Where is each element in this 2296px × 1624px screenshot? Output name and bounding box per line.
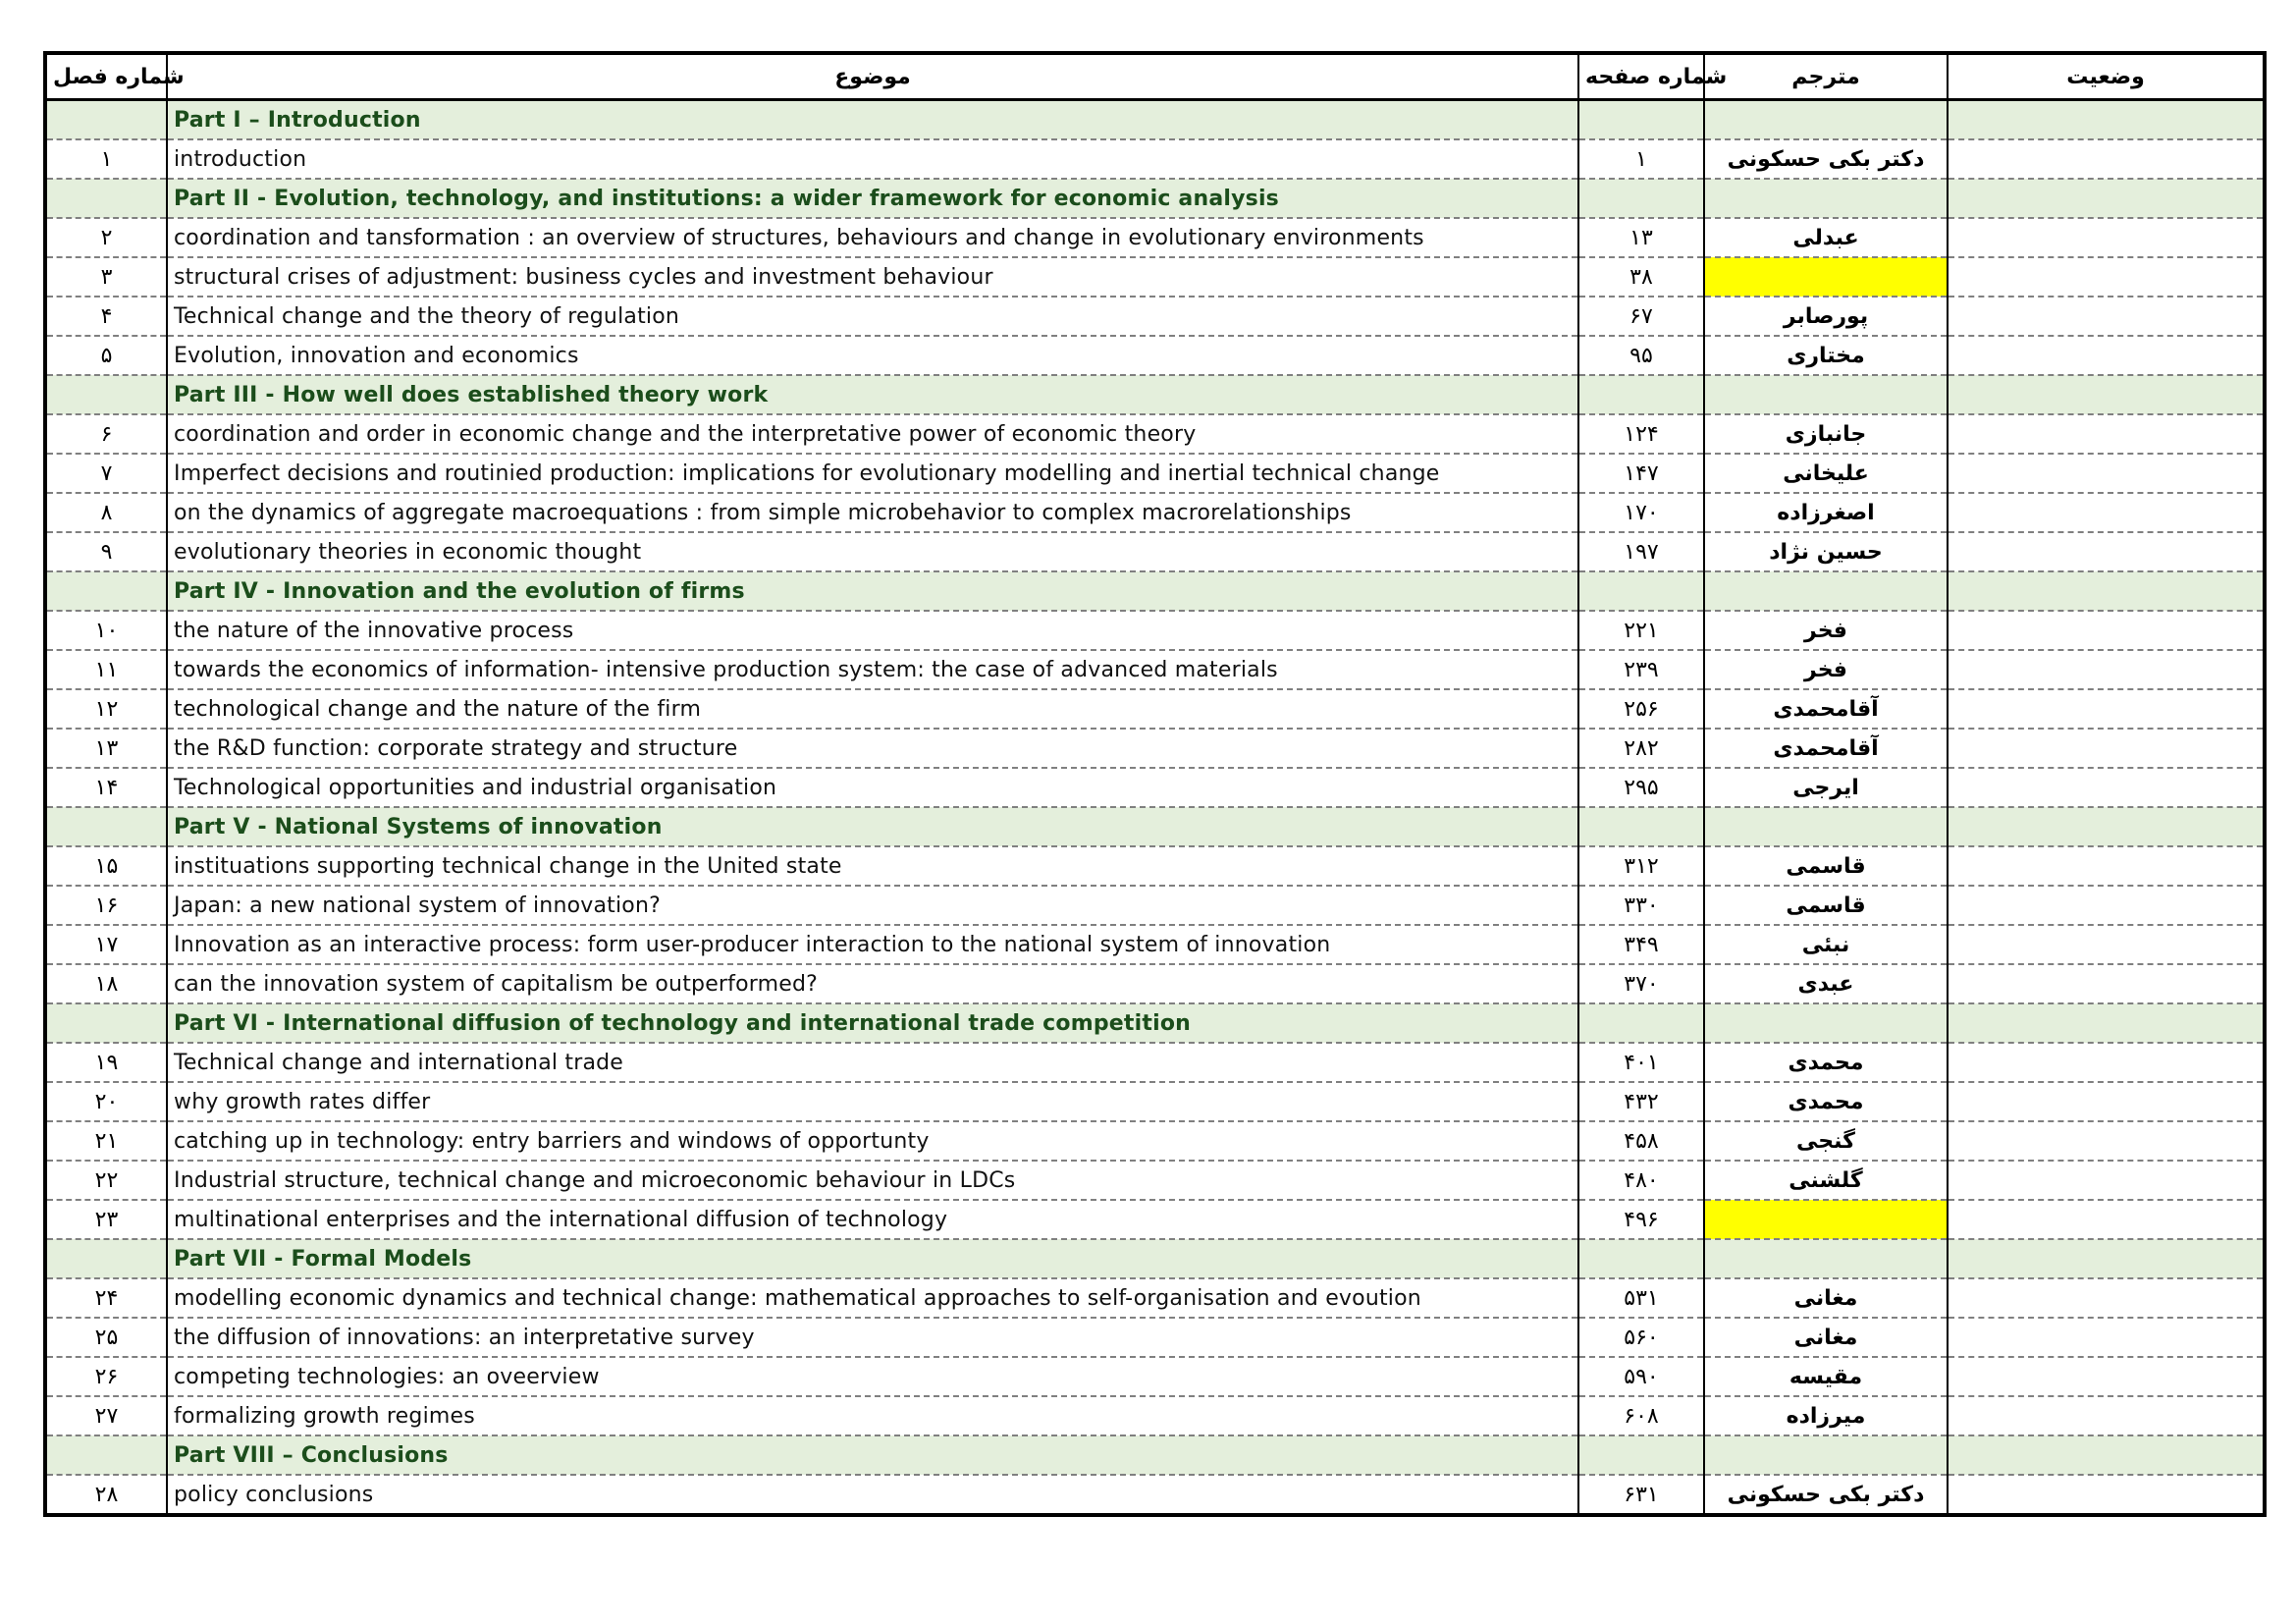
- translator-name: آقامحمدی: [1704, 689, 1948, 729]
- page-number: ۱۴۷: [1578, 454, 1704, 493]
- translator-name: دکتر بکی حسکونی: [1704, 1475, 1948, 1515]
- chapter-row: [45, 650, 2265, 689]
- chapter-number: ۲۷: [45, 1396, 167, 1435]
- chapter-row: [45, 257, 2265, 297]
- part-page-cell: [1578, 375, 1704, 414]
- status-cell: [1948, 964, 2265, 1003]
- chapter-topic: the nature of the innovative process: [167, 611, 1578, 650]
- page-number: ۴۵۸: [1578, 1121, 1704, 1161]
- chapter-number: ۱۰: [45, 611, 167, 650]
- page-number: ۱۹۷: [1578, 532, 1704, 571]
- translator-name: اصغرزاده: [1704, 493, 1948, 532]
- chapter-row: [45, 611, 2265, 650]
- part-heading-row: [45, 571, 2265, 611]
- translator-name: مغانی: [1704, 1278, 1948, 1318]
- chapter-topic: instituations supporting technical change in the United state: [167, 846, 1578, 886]
- chapter-topic: why growth rates differ: [167, 1082, 1578, 1121]
- chapter-number: ۴: [45, 297, 167, 336]
- status-cell: [1948, 689, 2265, 729]
- part-status-cell: [1948, 179, 2265, 218]
- part-chapter-cell: [45, 1435, 167, 1475]
- part-title: Part II - Evolution, technology, and institutions: a wider framework for economic analysis: [167, 179, 1578, 218]
- part-status-cell: [1948, 375, 2265, 414]
- part-title: Part I – Introduction: [167, 100, 1578, 140]
- part-translator-cell: [1704, 179, 1948, 218]
- status-cell: [1948, 139, 2265, 179]
- translator-name: مختاری: [1704, 336, 1948, 375]
- chapter-topic: Technical change and the theory of regulation: [167, 297, 1578, 336]
- page-number: ۳۸: [1578, 257, 1704, 297]
- part-status-cell: [1948, 1239, 2265, 1278]
- chapter-number: ۲۱: [45, 1121, 167, 1161]
- chapter-topic: competing technologies: an oveerview: [167, 1357, 1578, 1396]
- part-page-cell: [1578, 571, 1704, 611]
- part-translator-cell: [1704, 100, 1948, 140]
- unassigned-translator-highlight: [1704, 1200, 1948, 1239]
- page-number: ۱۲۴: [1578, 414, 1704, 454]
- chapter-topic: modelling economic dynamics and technical change: mathematical approaches to self-organisation and evoution: [167, 1278, 1578, 1318]
- status-cell: [1948, 336, 2265, 375]
- status-cell: [1948, 1082, 2265, 1121]
- chapter-topic: multinational enterprises and the international diffusion of technology: [167, 1200, 1578, 1239]
- status-cell: [1948, 1278, 2265, 1318]
- chapter-number: ۲۶: [45, 1357, 167, 1396]
- translator-name: فخر: [1704, 650, 1948, 689]
- chapter-number: ۱۹: [45, 1043, 167, 1082]
- translator-name: قاسمی: [1704, 846, 1948, 886]
- header-page-number: شماره صفحه: [1578, 53, 1704, 100]
- chapter-number: ۶: [45, 414, 167, 454]
- chapter-topic: Technical change and international trade: [167, 1043, 1578, 1082]
- chapter-topic: policy conclusions: [167, 1475, 1578, 1515]
- chapter-row: [45, 1357, 2265, 1396]
- chapter-row: [45, 454, 2265, 493]
- part-status-cell: [1948, 1435, 2265, 1475]
- status-cell: [1948, 454, 2265, 493]
- translator-name: میرزاده: [1704, 1396, 1948, 1435]
- part-chapter-cell: [45, 375, 167, 414]
- chapter-number: ۲۵: [45, 1318, 167, 1357]
- chapter-number: ۳: [45, 257, 167, 297]
- chapter-row: [45, 964, 2265, 1003]
- translator-name: فخر: [1704, 611, 1948, 650]
- chapter-number: ۱۶: [45, 886, 167, 925]
- chapter-row: [45, 139, 2265, 179]
- chapter-row: [45, 689, 2265, 729]
- status-cell: [1948, 925, 2265, 964]
- part-page-cell: [1578, 1239, 1704, 1278]
- part-heading-row: [45, 1003, 2265, 1043]
- status-cell: [1948, 1357, 2265, 1396]
- status-cell: [1948, 1396, 2265, 1435]
- chapter-row: [45, 925, 2265, 964]
- status-cell: [1948, 1043, 2265, 1082]
- page-number: ۶۰۸: [1578, 1396, 1704, 1435]
- chapter-number: ۲۳: [45, 1200, 167, 1239]
- chapter-topic: the R&D function: corporate strategy and structure: [167, 729, 1578, 768]
- status-cell: [1948, 1161, 2265, 1200]
- part-chapter-cell: [45, 807, 167, 846]
- chapter-topic: technological change and the nature of the firm: [167, 689, 1578, 729]
- chapter-topic: Technological opportunities and industrial organisation: [167, 768, 1578, 807]
- part-chapter-cell: [45, 571, 167, 611]
- chapter-row: [45, 768, 2265, 807]
- part-translator-cell: [1704, 807, 1948, 846]
- page-number: ۲۳۹: [1578, 650, 1704, 689]
- chapter-topic: introduction: [167, 139, 1578, 179]
- status-cell: [1948, 768, 2265, 807]
- chapter-topic: coordination and tansformation : an overview of structures, behaviours and change in evolutionary environments: [167, 218, 1578, 257]
- part-page-cell: [1578, 100, 1704, 140]
- chapter-row: [45, 1200, 2265, 1239]
- status-cell: [1948, 729, 2265, 768]
- part-translator-cell: [1704, 1003, 1948, 1043]
- translator-name: مغانی: [1704, 1318, 1948, 1357]
- translator-name: آقامحمدی: [1704, 729, 1948, 768]
- chapter-row: [45, 493, 2265, 532]
- translator-name: گلشنی: [1704, 1161, 1948, 1200]
- chapter-number: ۲۲: [45, 1161, 167, 1200]
- page-number: ۵۳۱: [1578, 1278, 1704, 1318]
- chapter-row: [45, 1475, 2265, 1515]
- status-cell: [1948, 846, 2265, 886]
- chapter-number: ۱۴: [45, 768, 167, 807]
- chapter-number: ۷: [45, 454, 167, 493]
- status-cell: [1948, 532, 2265, 571]
- chapter-topic: Imperfect decisions and routinied production: implications for evolutionary modelling and inertial technical change: [167, 454, 1578, 493]
- chapter-topic: Evolution, innovation and economics: [167, 336, 1578, 375]
- part-title: Part VIII – Conclusions: [167, 1435, 1578, 1475]
- page-number: ۹۵: [1578, 336, 1704, 375]
- chapter-row: [45, 886, 2265, 925]
- chapter-number: ۲۰: [45, 1082, 167, 1121]
- status-cell: [1948, 297, 2265, 336]
- translator-name: محمدی: [1704, 1082, 1948, 1121]
- part-title: Part IV - Innovation and the evolution of firms: [167, 571, 1578, 611]
- translator-name: دکتر بکی حسکونی: [1704, 139, 1948, 179]
- status-cell: [1948, 1200, 2265, 1239]
- status-cell: [1948, 1121, 2265, 1161]
- page-number: ۶۷: [1578, 297, 1704, 336]
- chapter-row: [45, 1396, 2265, 1435]
- part-chapter-cell: [45, 1239, 167, 1278]
- chapter-row: [45, 336, 2265, 375]
- status-cell: [1948, 414, 2265, 454]
- page-number: ۴۳۲: [1578, 1082, 1704, 1121]
- chapter-row: [45, 297, 2265, 336]
- chapter-number: ۱۲: [45, 689, 167, 729]
- part-page-cell: [1578, 1435, 1704, 1475]
- unassigned-translator-highlight: [1704, 257, 1948, 297]
- chapter-topic: towards the economics of information- intensive production system: the case of advanced materials: [167, 650, 1578, 689]
- page-number: ۳۴۹: [1578, 925, 1704, 964]
- translator-name: محمدی: [1704, 1043, 1948, 1082]
- header-row: [45, 53, 2265, 100]
- chapter-row: [45, 218, 2265, 257]
- status-cell: [1948, 650, 2265, 689]
- translator-name: علیخانی: [1704, 454, 1948, 493]
- translator-name: قاسمی: [1704, 886, 1948, 925]
- translator-name: جانبازی: [1704, 414, 1948, 454]
- part-chapter-cell: [45, 100, 167, 140]
- part-heading-row: [45, 1435, 2265, 1475]
- chapter-row: [45, 414, 2265, 454]
- status-cell: [1948, 257, 2265, 297]
- chapter-topic: evolutionary theories in economic thought: [167, 532, 1578, 571]
- chapter-number: ۲۸: [45, 1475, 167, 1515]
- chapter-number: ۲۴: [45, 1278, 167, 1318]
- chapter-row: [45, 846, 2265, 886]
- translator-name: مقیسه: [1704, 1357, 1948, 1396]
- chapter-row: [45, 1278, 2265, 1318]
- part-heading-row: [45, 807, 2265, 846]
- header-translator: مترجم: [1704, 53, 1948, 100]
- part-status-cell: [1948, 100, 2265, 140]
- header-topic: موضوع: [167, 53, 1578, 100]
- part-page-cell: [1578, 807, 1704, 846]
- chapter-number: ۱۱: [45, 650, 167, 689]
- translator-name: حسین نژاد: [1704, 532, 1948, 571]
- page-number: ۲۸۲: [1578, 729, 1704, 768]
- chapter-topic: can the innovation system of capitalism be outperformed?: [167, 964, 1578, 1003]
- part-status-cell: [1948, 571, 2265, 611]
- part-chapter-cell: [45, 179, 167, 218]
- chapter-topic: formalizing growth regimes: [167, 1396, 1578, 1435]
- part-page-cell: [1578, 1003, 1704, 1043]
- chapter-row: [45, 1043, 2265, 1082]
- chapter-row: [45, 1161, 2265, 1200]
- page-number: ۱۳: [1578, 218, 1704, 257]
- translator-name: پورصابر: [1704, 297, 1948, 336]
- page-number: ۴۹۶: [1578, 1200, 1704, 1239]
- header-chapter-number: شماره فصل: [45, 53, 167, 100]
- chapter-assignment-table: [43, 51, 2267, 1517]
- page-number: ۲۵۶: [1578, 689, 1704, 729]
- part-translator-cell: [1704, 375, 1948, 414]
- chapter-number: ۱: [45, 139, 167, 179]
- chapter-topic: Japan: a new national system of innovation?: [167, 886, 1578, 925]
- page-number: ۵۹۰: [1578, 1357, 1704, 1396]
- translator-name: عبدی: [1704, 964, 1948, 1003]
- page-number: ۱: [1578, 139, 1704, 179]
- translator-name: نبئی: [1704, 925, 1948, 964]
- status-cell: [1948, 218, 2265, 257]
- part-translator-cell: [1704, 571, 1948, 611]
- part-heading-row: [45, 179, 2265, 218]
- part-title: Part VI - International diffusion of technology and international trade competition: [167, 1003, 1578, 1043]
- page-number: ۵۶۰: [1578, 1318, 1704, 1357]
- page-number: ۳۷۰: [1578, 964, 1704, 1003]
- chapter-number: ۸: [45, 493, 167, 532]
- part-heading-row: [45, 375, 2265, 414]
- chapter-topic: Innovation as an interactive process: form user-producer interaction to the national system of innovation: [167, 925, 1578, 964]
- page-number: ۱۷۰: [1578, 493, 1704, 532]
- part-page-cell: [1578, 179, 1704, 218]
- chapter-number: ۱۳: [45, 729, 167, 768]
- part-heading-row: [45, 1239, 2265, 1278]
- status-cell: [1948, 611, 2265, 650]
- page-number: ۲۹۵: [1578, 768, 1704, 807]
- chapter-topic: structural crises of adjustment: business cycles and investment behaviour: [167, 257, 1578, 297]
- part-status-cell: [1948, 807, 2265, 846]
- page-number: ۲۲۱: [1578, 611, 1704, 650]
- chapter-topic: the diffusion of innovations: an interpretative survey: [167, 1318, 1578, 1357]
- page-number: ۶۳۱: [1578, 1475, 1704, 1515]
- status-cell: [1948, 1475, 2265, 1515]
- page-number: ۴۰۱: [1578, 1043, 1704, 1082]
- chapter-number: ۱۸: [45, 964, 167, 1003]
- chapter-number: ۱۵: [45, 846, 167, 886]
- chapter-row: [45, 1318, 2265, 1357]
- part-title: Part III - How well does established theory work: [167, 375, 1578, 414]
- chapter-row: [45, 729, 2265, 768]
- page-number: ۴۸۰: [1578, 1161, 1704, 1200]
- chapter-row: [45, 1121, 2265, 1161]
- part-translator-cell: [1704, 1435, 1948, 1475]
- part-title: Part V - National Systems of innovation: [167, 807, 1578, 846]
- chapter-topic: on the dynamics of aggregate macroequations : from simple microbehavior to complex macrorelationships: [167, 493, 1578, 532]
- part-translator-cell: [1704, 1239, 1948, 1278]
- chapter-row: [45, 1082, 2265, 1121]
- status-cell: [1948, 493, 2265, 532]
- translator-name: ایرجی: [1704, 768, 1948, 807]
- page-number: ۳۱۲: [1578, 846, 1704, 886]
- part-heading-row: [45, 100, 2265, 140]
- status-cell: [1948, 1318, 2265, 1357]
- part-status-cell: [1948, 1003, 2265, 1043]
- chapter-number: ۹: [45, 532, 167, 571]
- status-cell: [1948, 886, 2265, 925]
- header-status: وضعیت: [1948, 53, 2265, 100]
- chapter-number: ۵: [45, 336, 167, 375]
- chapter-number: ۱۷: [45, 925, 167, 964]
- table-body: [45, 100, 2265, 1516]
- chapter-row: [45, 532, 2265, 571]
- chapter-number: ۲: [45, 218, 167, 257]
- chapter-topic: coordination and order in economic change and the interpretative power of economic theory: [167, 414, 1578, 454]
- chapter-topic: catching up in technology: entry barriers and windows of opportunty: [167, 1121, 1578, 1161]
- page-number: ۳۳۰: [1578, 886, 1704, 925]
- translator-name: گنجی: [1704, 1121, 1948, 1161]
- translator-name: عبدلی: [1704, 218, 1948, 257]
- chapter-topic: Industrial structure, technical change and microeconomic behaviour in LDCs: [167, 1161, 1578, 1200]
- part-chapter-cell: [45, 1003, 167, 1043]
- part-title: Part VII - Formal Models: [167, 1239, 1578, 1278]
